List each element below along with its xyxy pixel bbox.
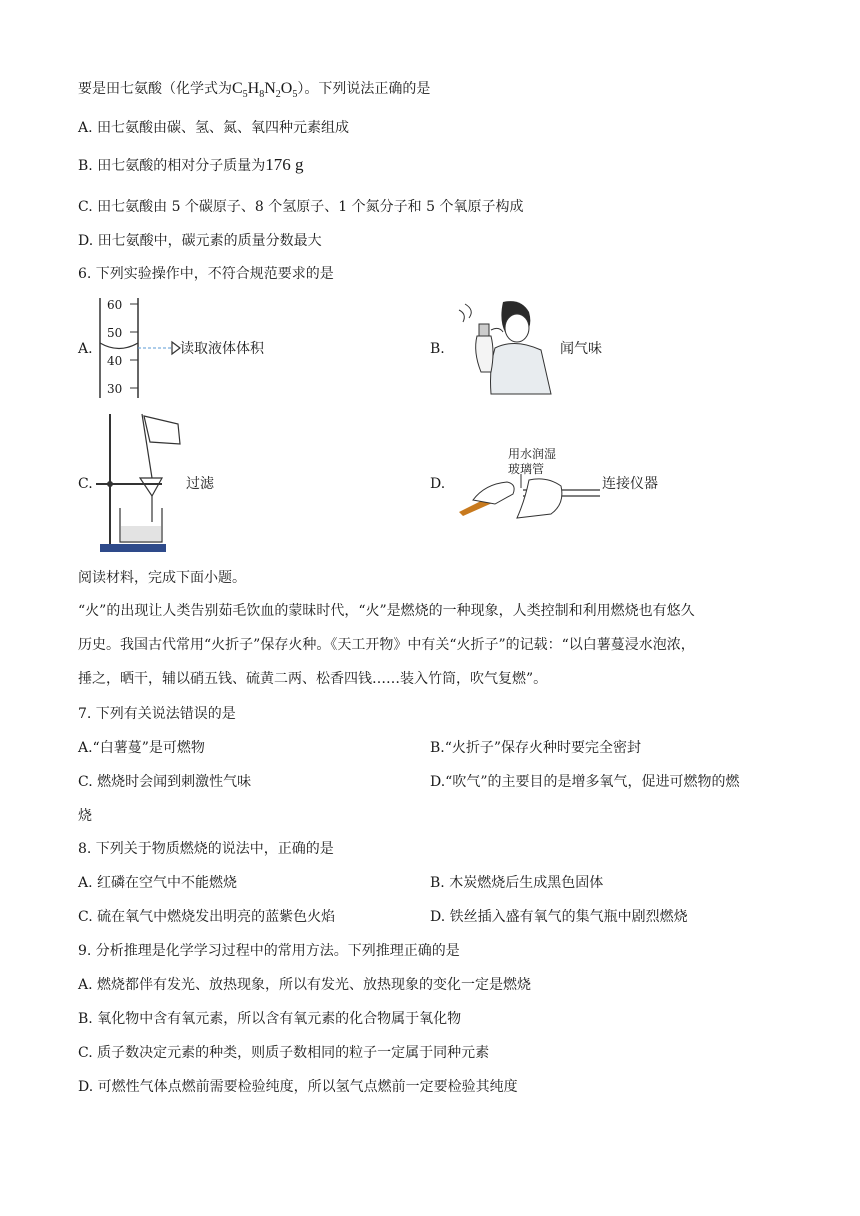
connecting-apparatus-figure [455,474,603,520]
q6-option-d-caption-1: 用水润湿 [508,447,557,461]
q8-option-a: A. 红磷在空气中不能燃烧 [78,875,238,891]
material-paragraph-line-1: “火”的出现让人类告别茹毛饮血的蒙昧时代，“火”是燃烧的一种现象，人类控制和利用燃烧也有悠久 [78,603,695,619]
q6-option-d-label: 连接仪器 [602,476,658,492]
q5-stem-text-end: ）。下列说法正确的是 [297,81,431,97]
chemical-formula: $C_5H_8N_2O_5$ [232,80,298,101]
q7-option-c: C. 燃烧时会闻到刺激性气味 [78,774,252,790]
material-paragraph-line-3: 捶之，晒干，辅以硝五钱、硫黄二两、松香四钱……装入竹筒，吹气复燃”。 [78,671,548,687]
q5-option-a: A. 田七氨酸由碳、氢、氮、氧四种元素组成 [78,120,350,136]
q6-stem: 6. 下列实验操作中，不符合规范要求的是 [78,266,334,282]
q6-option-a-letter: A. [78,341,93,357]
q8-option-b: B. 木炭燃烧后生成黑色固体 [430,875,604,891]
q6-option-c-letter: C. [78,476,93,492]
q6-option-d-letter: D. [430,476,446,492]
filtration-apparatus-figure [96,410,188,554]
q6-option-c-label: 过滤 [186,476,214,492]
q8-option-c: C. 硫在氧气中燃烧发出明亮的蓝紫色火焰 [78,909,336,925]
tick-40: 40 [107,354,123,368]
q9-stem: 9. 分析推理是化学学习过程中的常用方法。下列推理正确的是 [78,943,460,959]
q6-option-d-caption-2: 玻璃管 [508,462,545,476]
q8-option-d: D. 铁丝插入盛有氧气的集气瓶中剧烈燃烧 [430,909,688,925]
q5-option-b-value: 176 g [265,155,304,174]
tick-50: 50 [107,326,123,340]
q7-option-b: B.“火折子”保存火种时要完全密封 [430,740,642,756]
q5-option-d: D. 田七氨酸中，碳元素的质量分数最大 [78,233,322,249]
q5-stem-text: 要是田七氨酸（化学式为 [78,81,232,97]
q9-option-d: D. 可燃性气体点燃前需要检验纯度，所以氢气点燃前一定要检验其纯度 [78,1079,518,1095]
q5-option-b [78,155,303,176]
q7-option-d: D.“吹气”的主要目的是增多氧气，促进可燃物的燃 [430,774,740,790]
q5-option-c: C. 田七氨酸由 5 个碳原子、8 个氢原子、1 个氮分子和 5 个氧原子构成 [78,199,524,215]
q6-option-b-letter: B. [430,341,445,357]
q9-option-b: B. 氧化物中含有氧元素，所以含有氧元素的化合物属于氧化物 [78,1011,462,1027]
person-smelling-figure [455,296,555,396]
q7-option-a: A.“白薯蔓”是可燃物 [78,740,205,756]
tick-30: 30 [107,382,123,396]
tick-60: 60 [107,298,123,312]
q5-option-b-text: B. 田七氨酸的相对分子质量为 [78,158,266,174]
material-paragraph-line-2: 历史。我国古代常用“火折子”保存火种。《天工开物》中有关“火折子”的记载：“以白薯蔓浸水泡浓， [78,637,695,653]
material-intro: 阅读材料，完成下面小题。 [78,570,246,586]
q8-stem: 8. 下列关于物质燃烧的说法中，正确的是 [78,841,334,857]
q5-stem [78,79,430,105]
q6-option-a-label: 读取液体体积 [180,341,264,357]
q6-option-b-label: 闻气味 [560,341,602,357]
q9-option-a: A. 燃烧都伴有发光、放热现象，所以有发光、放热现象的变化一定是燃烧 [78,977,532,993]
q7-option-d-continued: 烧 [78,808,92,824]
q7-stem: 7. 下列有关说法错误的是 [78,706,236,722]
q9-option-c: C. 质子数决定元素的种类，则质子数相同的粒子一定属于同种元素 [78,1045,490,1061]
